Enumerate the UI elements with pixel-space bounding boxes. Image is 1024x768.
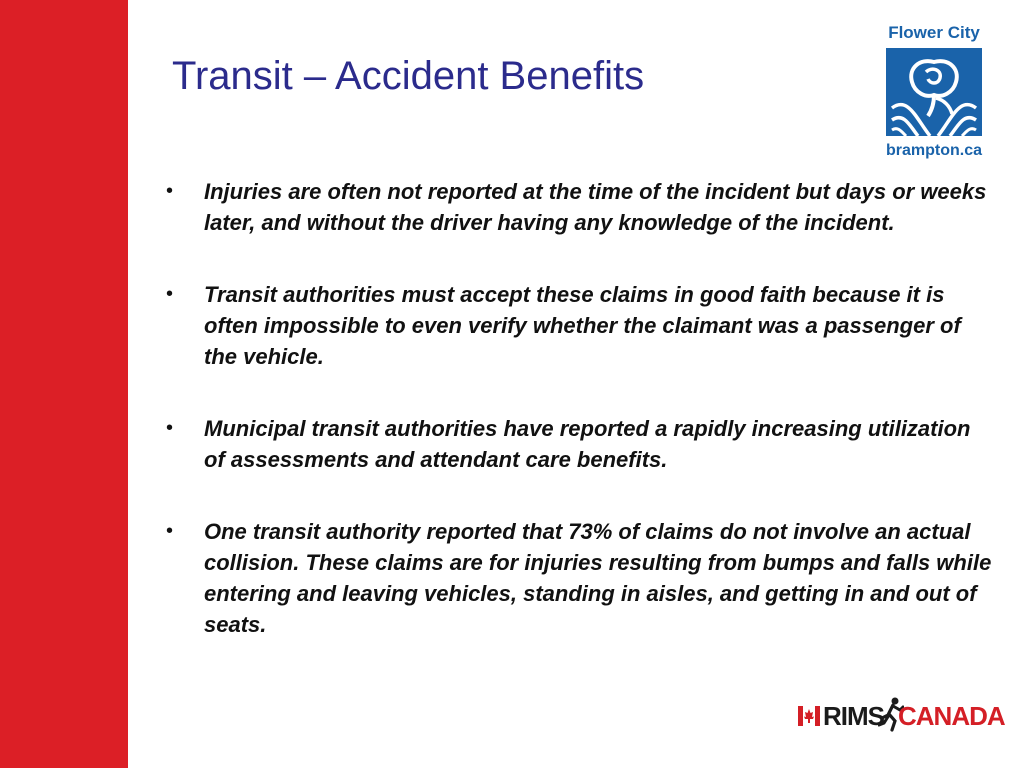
flower-city-logo-top-text: Flower City [888, 23, 980, 42]
bullet-marker: • [166, 520, 174, 542]
flower-city-logo-bottom-text: brampton.ca [885, 142, 982, 159]
bullet-item [166, 413, 996, 475]
bullet-item [166, 176, 996, 238]
flower-city-logo [880, 22, 988, 166]
bullet-marker: • [166, 283, 174, 305]
rims-logo-text: RIMS [823, 701, 884, 731]
canada-logo-text: CANADA [898, 701, 1005, 731]
bullet-text: Transit authorities must accept these claims in good faith because it is often impossible to even verify whether the claimant was a passenger of the vehicle. [204, 282, 961, 369]
rims-canada-logo [798, 696, 1005, 736]
maple-leaf-flag-icon [798, 706, 820, 726]
bullet-text: Injuries are often not reported at the time of the incident but days or weeks later, and without the driver having any knowledge of the incident. [204, 179, 987, 235]
bullet-marker: • [166, 417, 174, 439]
bullet-list [166, 176, 996, 681]
bullet-text: One transit authority reported that 73% of claims do not involve an actual collision. These claims are for injuries resulting from bumps and falls while entering and leaving vehicles, standing in aisles, and getting in and out of seats. [204, 519, 992, 637]
bullet-marker: • [166, 180, 174, 202]
bullet-item [166, 516, 996, 640]
bullet-text: Municipal transit authorities have reported a rapidly increasing utilization of assessments and attendant care benefits. [204, 416, 971, 472]
slide-title: Transit – Accident Benefits [172, 54, 645, 98]
red-sidebar-band [0, 0, 128, 768]
bullet-item [166, 279, 996, 372]
